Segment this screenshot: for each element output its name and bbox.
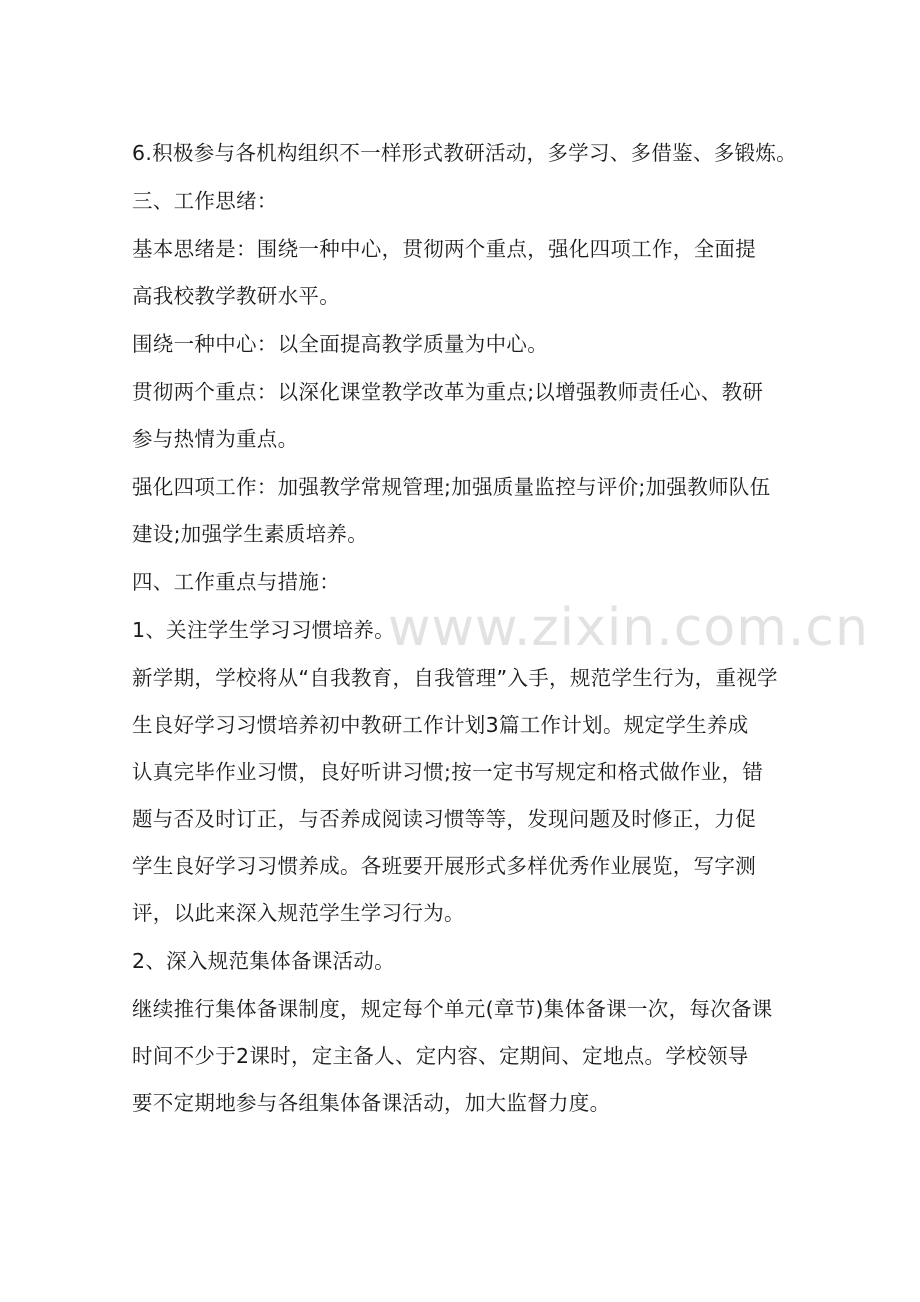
text-line: 新学期，学校将从“自我教育，自我管理”入手，规范学生行为，重视学	[132, 666, 778, 690]
text-line: 围绕一种中心：以全面提高教学质量为中心。	[132, 332, 548, 356]
text-line: 认真完毕作业习惯，良好听讲习惯;按一定书写规定和格式做作业，错	[132, 760, 764, 784]
text-line: 参与热情为重点。	[132, 427, 299, 451]
text-line: 评，以此来深入规范学生学习行为。	[132, 901, 465, 925]
text-line: 高我校教学教研水平。	[132, 284, 340, 308]
subsection-heading: 2、深入规范集体备课活动。	[132, 949, 395, 973]
text-line: 题与否及时订正，与否养成阅读习惯等等，发现问题及时修正，力促	[132, 807, 756, 831]
subsection-heading: 1、关注学生学习习惯培养。	[132, 618, 395, 642]
document-body	[132, 138, 822, 1118]
text-line: 强化四项工作：加强教学常规管理;加强质量监控与评价;加强教师队伍	[132, 475, 771, 499]
watermark: www.zixin.com.cn	[388, 598, 869, 658]
text-line: 时间不少于2课时，定主备人、定内容、定期间、定地点。学校领导	[132, 1044, 749, 1068]
text-line: 生良好学习习惯培养初中教研工作计划3篇工作计划。规定学生养成	[132, 713, 749, 737]
text-line: 基本思绪是：围绕一种中心，贯彻两个重点，强化四项工作，全面提	[132, 237, 756, 261]
section-heading: 三、工作思绪：	[132, 189, 278, 213]
text-line: 要不定期地参与各组集体备课活动，加大监督力度。	[132, 1091, 611, 1115]
text-line: 继续推行集体备课制度，规定每个单元(章节)集体备课一次，每次备课	[132, 997, 773, 1021]
text-line: 建设;加强学生素质培养。	[132, 522, 369, 546]
text-line: 贯彻两个重点：以深化课堂教学改革为重点;以增强教师责任心、教研	[132, 380, 764, 404]
text-line: 学生良好学习习惯养成。各班要开展形式多样优秀作业展览，写字测	[132, 854, 756, 878]
text-line: 6.积极参与各机构组织不一样形式教研活动，多学习、多借鉴、多锻炼。	[132, 141, 797, 165]
section-heading: 四、工作重点与措施：	[132, 570, 340, 594]
